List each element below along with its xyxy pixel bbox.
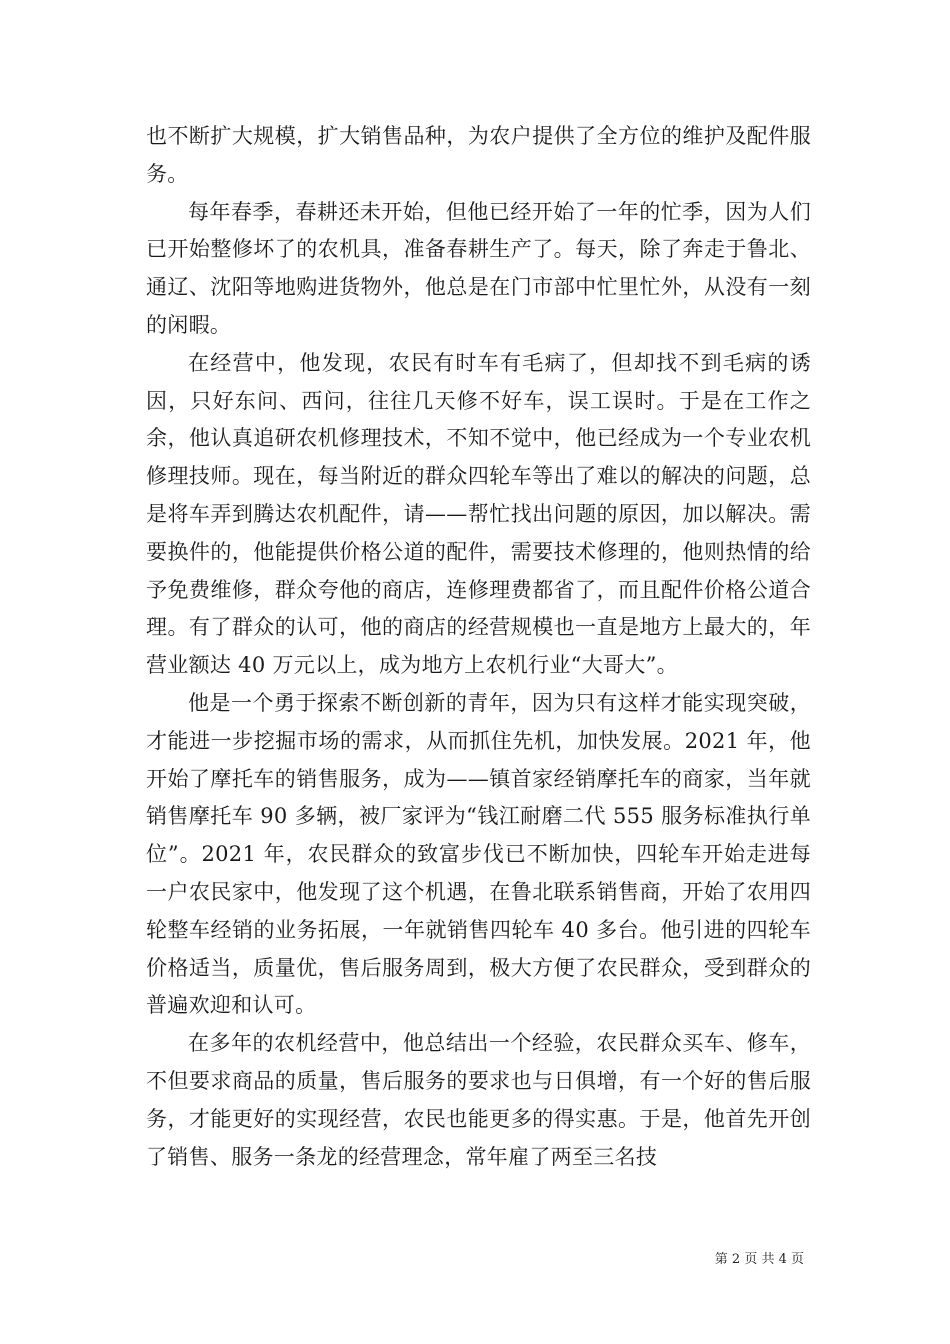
paragraph-1: 也不断扩大规模，扩大销售品种，为农户提供了全方位的维护及配件服务。 — [146, 124, 811, 186]
page-number: 第 2 页 共 4 页 — [714, 1252, 804, 1267]
paragraph-4: 他是一个勇于探索不断创新的青年，因为只有这样才能实现突破，才能进一步挖掘市场的需求，从而抓住先机，加快发展。2021 年，他开始了摩托车的销售服务，成为——镇首家经销摩托车的商家，当年就销售摩托车 90 多辆，被厂家评为“钱江耐磨二代 555 服务标准执行单位”。2021 年，农民群众的致富步伐已不断加快，四轮车开始走进每一户农民家中，他发现了这个机遇，在鲁北联系销售商，开始了农用四轮整车经销的业务拓展，一年就销售四轮车 40 多台。他引进的四轮车价格适当，质量优，售后服务周到，极大方便了农民群众，受到群众的普遍欢迎和认可。 — [146, 690, 811, 1018]
paragraph-2: 每年春季，春耕还未开始，但他已经开始了一年的忙季，因为人们已开始整修坏了的农机具，准备春耕生产了。每天，除了奔走于鲁北、通辽、沈阳等地购进货物外，他总是在门市部中忙里忙外，从没有一刻的闲暇。 — [146, 199, 811, 337]
document-body — [146, 118, 811, 1176]
paragraph-5: 在多年的农机经营中，他总结出一个经验，农民群众买车、修车，不但要求商品的质量，售后服务的要求也与日俱增，有一个好的售后服务，才能更好的实现经营，农民也能更多的得实惠。于是，他首先开创了销售、服务一条龙的经营理念，常年雇了两至三名技 — [146, 1031, 811, 1169]
paragraph-3: 在经营中，他发现，农民有时车有毛病了，但却找不到毛病的诱因，只好东问、西问，往往几天修不好车，误工误时。于是在工作之余，他认真追研农机修理技术，不知不觉中，他已经成为一个专业农机修理技师。现在，每当附近的群众四轮车等出了难以的解决的问题，总是将车弄到腾达农机配件，请——帮忙找出问题的原因，加以解决。需要换件的，他能提供价格公道的配件，需要技术修理的，他则热情的给予免费维修，群众夸他的商店，连修理费都省了，而且配件价格公道合理。有了群众的认可，他的商店的经营规模也一直是地方上最大的，年营业额达 40 万元以上，成为地方上农机行业“大哥大”。 — [146, 350, 811, 678]
